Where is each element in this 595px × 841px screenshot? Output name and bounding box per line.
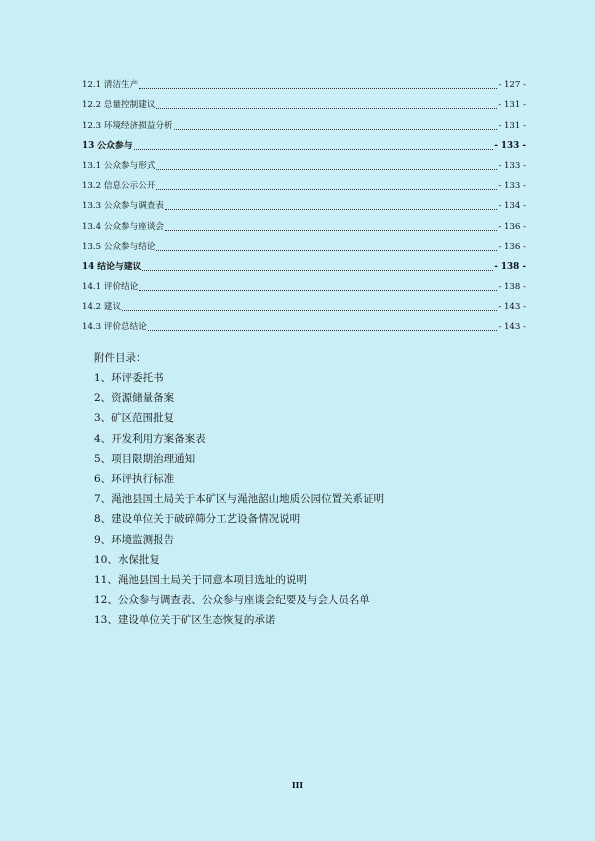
toc-dot-leader <box>122 309 497 311</box>
toc-dot-leader <box>165 229 497 231</box>
toc-dot-leader <box>148 329 497 331</box>
toc-entry-label: 12.1 清洁生产 <box>82 80 139 91</box>
toc-entry[interactable] <box>82 111 526 131</box>
toc-entry-page: - 136 - <box>498 221 526 232</box>
toc-entry[interactable] <box>82 152 526 172</box>
toc-dot-leader <box>156 249 497 251</box>
appendix-list <box>94 351 534 633</box>
appendix-item: 10、水保批复 <box>94 553 160 566</box>
toc-entry-label: 13.3 公众参与调查表 <box>82 201 165 212</box>
toc-entry-label: 14.1 评价结论 <box>82 282 139 293</box>
toc-entry-page: - 138 - <box>498 282 526 293</box>
toc-dot-leader <box>174 128 498 130</box>
appendix-item: 1、环评委托书 <box>94 372 164 384</box>
toc-entry[interactable] <box>82 132 526 152</box>
toc-entry[interactable] <box>82 293 526 313</box>
toc-dot-leader <box>139 87 497 89</box>
toc-entry-page: - 133 - <box>498 160 526 171</box>
toc-dot-leader <box>156 188 497 190</box>
toc-entry-label: 13.1 公众参与形式 <box>82 160 156 171</box>
toc-entry-label: 13 公众参与 <box>82 140 133 151</box>
toc-entry-label: 12.2 总量控制建议 <box>82 100 156 111</box>
toc-entry-page: - 138 - <box>494 261 526 272</box>
toc-entry[interactable] <box>82 71 526 91</box>
toc-entry-page: - 131 - <box>498 100 526 111</box>
toc-entry[interactable] <box>82 172 526 192</box>
appendix-item: 11、渑池县国土局关于同意本项目选址的说明 <box>94 573 307 586</box>
toc-entry-label: 13.4 公众参与座谈会 <box>82 221 165 232</box>
toc-entry-page: - 127 - <box>498 80 526 91</box>
toc-entry[interactable] <box>82 212 526 232</box>
toc-entry-page: - 131 - <box>498 120 526 131</box>
appendix-item: 13、建设单位关于矿区生态恢复的承诺 <box>94 614 276 627</box>
appendix-item: 4、开发利用方案备案表 <box>94 432 206 445</box>
toc-entry[interactable] <box>82 91 526 111</box>
toc-entry-page: - 136 - <box>498 241 526 252</box>
appendix-item: 3、矿区范围批复 <box>94 412 175 425</box>
appendix-item: 6、环评执行标准 <box>94 472 175 485</box>
appendix-item: 12、公众参与调查表、公众参与座谈会纪要及与会人员名单 <box>94 594 370 607</box>
appendix-item: 2、资源储量备案 <box>94 392 175 405</box>
toc-entry-page: - 133 - <box>494 140 526 151</box>
toc-entry[interactable] <box>82 253 526 273</box>
toc-entry-label: 13.2 信息公示公开 <box>82 181 156 192</box>
toc-entry-page: - 143 - <box>498 302 526 313</box>
table-of-contents <box>82 71 526 333</box>
appendix-item: 5、项目限期治理通知 <box>94 452 196 465</box>
appendix-heading: 附件目录： <box>94 352 147 364</box>
toc-entry-label: 14.2 建议 <box>82 302 122 313</box>
appendix-item: 9、环境监测报告 <box>94 533 175 546</box>
page-number: III <box>291 780 304 790</box>
toc-entry[interactable] <box>82 192 526 212</box>
toc-entry[interactable] <box>82 273 526 293</box>
toc-entry-page: - 143 - <box>498 322 526 333</box>
toc-dot-leader <box>165 208 497 210</box>
toc-entry-label: 12.3 环境经济损益分析 <box>82 120 173 131</box>
appendix-item: 7、渑池县国土局关于本矿区与渑池韶山地质公园位置关系证明 <box>94 493 385 506</box>
toc-entry-label: 14.3 评价总结论 <box>82 322 147 333</box>
toc-dot-leader <box>156 168 497 170</box>
toc-dot-leader <box>142 269 493 271</box>
toc-entry[interactable] <box>82 313 526 333</box>
appendix-item: 8、建设单位关于破碎筛分工艺设备情况说明 <box>94 513 301 526</box>
toc-dot-leader <box>156 107 497 109</box>
toc-entry-label: 13.5 公众参与结论 <box>82 241 156 252</box>
toc-dot-leader <box>134 148 494 150</box>
toc-entry[interactable] <box>82 233 526 253</box>
toc-entry-label: 14 结论与建议 <box>82 261 142 272</box>
toc-dot-leader <box>139 289 497 291</box>
toc-entry-page: - 133 - <box>498 181 526 192</box>
toc-entry-page: - 134 - <box>498 201 526 212</box>
